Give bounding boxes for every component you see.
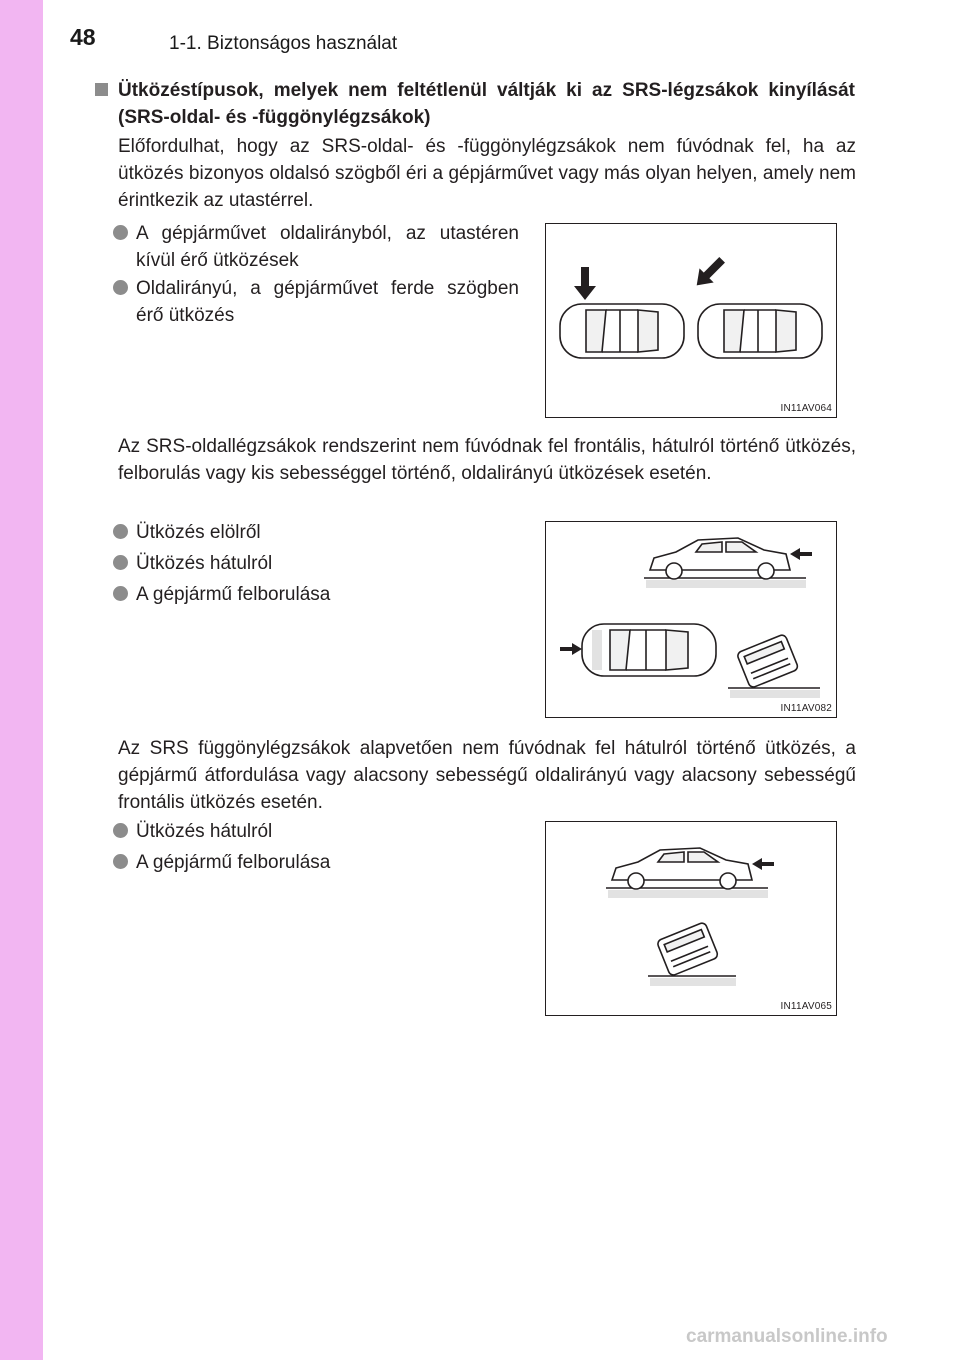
bullet-dot-icon [113,555,128,570]
bullet-dot-icon [113,823,128,838]
rear-rollover-illustration [546,822,836,1015]
bullet-item [136,550,519,577]
bullet-item [136,581,519,608]
bullet-dot-icon [113,854,128,869]
bullet-item [136,818,519,845]
bullet-text: Ütközés elölről [136,522,261,543]
bullet-item [136,519,519,546]
figure-code: IN11AV065 [780,1001,832,1012]
overturned-car [656,922,718,977]
road-surface [730,690,820,698]
bullet-dot-icon [113,524,128,539]
heading-block [95,77,855,131]
bullet-dot-icon [113,586,128,601]
page-number: 48 [70,24,96,50]
road-surface [646,580,806,588]
bullet-dot-icon [113,225,128,240]
arrow-left-icon [790,548,812,560]
square-bullet-icon [95,83,108,96]
bullet-item [136,849,519,876]
bullet-item [136,220,519,274]
bullet-item [136,275,519,329]
watermark: carmanualsonline.info [686,1326,888,1347]
arrow-right-icon [560,643,582,655]
overturned-car [736,634,798,689]
intro-paragraph: Előfordulhat, hogy az SRS-oldal- és -függönylégzsákok nem fúvódnak fel, ha az ütközés bizonyos oldalsó szögből éri a gépjárművet vagy más olyan helyen, amely nem érintkezik az utastérrel. [118,136,856,211]
bullet-text: A gépjármű felborulása [136,852,331,873]
car-side-view [612,848,752,889]
front-rear-rollover-illustration [546,522,836,717]
car-top-view-2 [698,304,822,358]
figure-front-rear-rollover [545,521,837,718]
side-impact-illustration [546,224,836,417]
arrow-left-icon [752,858,774,870]
bullet-dot-icon [113,280,128,295]
car-top-view [582,624,716,676]
section-heading: Ütközéstípusok, melyek nem feltétlenül váltják ki az SRS-légzsákok kinyílását (SRS-oldal- és -függönylégzsákok) [118,80,855,128]
road-surface [608,890,768,898]
bullet-text: Ütközés hátulról [136,553,273,574]
curtain-airbag-paragraph: Az SRS függönylégzsákok alapvetően nem fúvódnak fel hátulról történő ütközés, a gépjármű átfordulása vagy alacsony sebességű oldalirányú vagy alacsony sebességű frontális ütközés esetén. [118,738,856,813]
bullet-text: A gépjármű felborulása [136,584,331,605]
figure-rear-rollover [545,821,837,1016]
bullet-text: Oldalirányú, a gépjárművet ferde szögben érő ütközés [136,278,519,326]
bullet-text: Ütközés hátulról [136,821,273,842]
section-title: 1-1. Biztonságos használat [169,33,398,54]
car-side-view [650,538,790,579]
side-airbag-paragraph: Az SRS-oldallégzsákok rendszerint nem fúvódnak fel frontális, hátulról történő ütközés, felborulás vagy kis sebességgel történő, oldalirányú ütközések esetén. [118,436,856,484]
side-color-strip [0,0,43,1360]
arrow-down-icon [574,267,596,300]
figure-code: IN11AV082 [780,703,832,714]
arrow-diagonal-icon [690,253,730,293]
bullet-text: A gépjárművet oldalirányból, az utastéren kívül érő ütközések [136,223,519,271]
road-surface [650,978,736,986]
figure-side-impacts [545,223,837,418]
car-top-view-1 [560,304,684,358]
figure-code: IN11AV064 [780,403,832,414]
